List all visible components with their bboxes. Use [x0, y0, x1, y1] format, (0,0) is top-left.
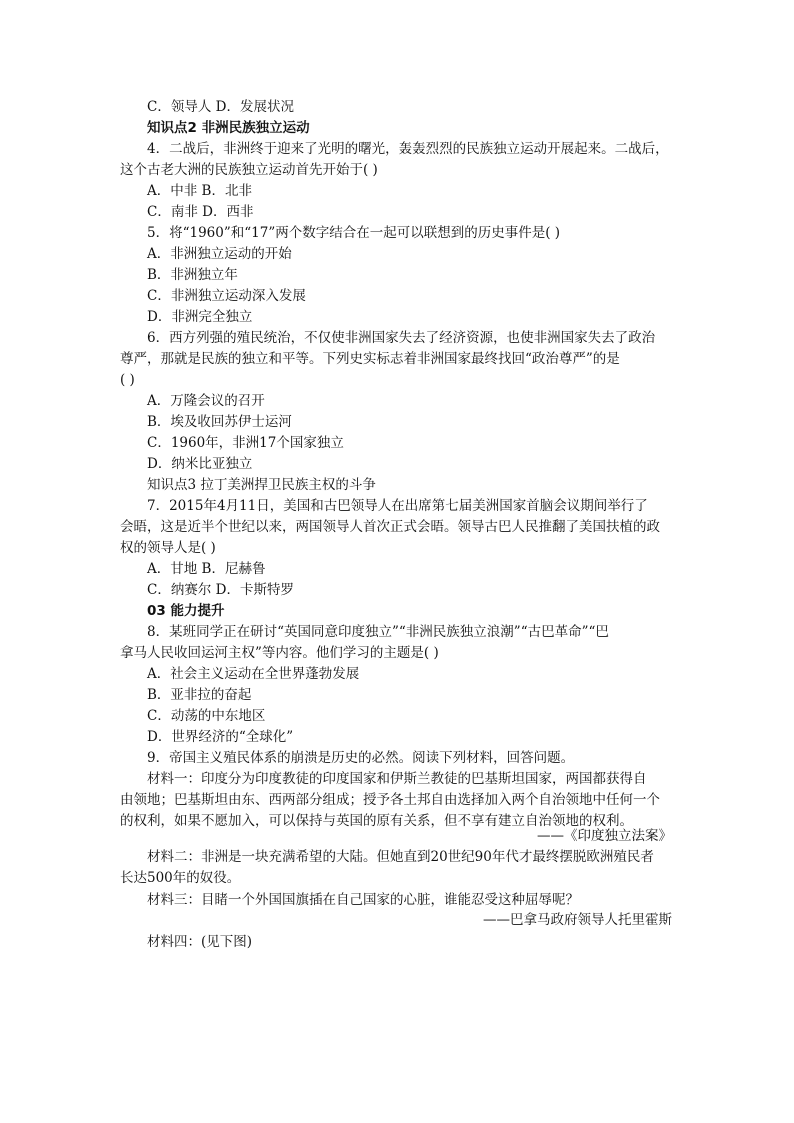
question-text: 9．帝国主义殖民体系的崩溃是历史的必然。阅读下列材料，回答问题。 — [147, 750, 575, 766]
answer-option: B．非洲独立年 — [147, 267, 238, 283]
answer-option: B．埃及收回苏伊士运河 — [147, 414, 292, 430]
question-text: 7．2015年4月11日，美国和古巴领导人在出席第七届美洲国家首脑会议期间举行了 — [147, 498, 648, 514]
material-source: ——《印度独立法案》 — [537, 828, 672, 844]
material-text: 的权利，如果不愿加入，可以保持与英国的原有关系，但不享有建立自治领地的权利。 — [120, 813, 633, 829]
question-text: 5．将“1960”和“17”两个数字结合在一起可以联想到的历史事件是( ) — [147, 225, 561, 241]
text-line: C．领导人 D．发展状况 — [147, 99, 294, 115]
answer-option: D．世界经济的“全球化” — [147, 729, 294, 745]
question-text: 尊严，那就是民族的独立和平等。下列史实标志着非洲国家最终找回“政治尊严”的是 — [120, 351, 620, 367]
question-text: ( ) — [120, 372, 135, 388]
answer-option: A．中非 B．北非 — [147, 183, 252, 199]
answer-option: A．甘地 B．尼赫鲁 — [147, 561, 266, 577]
answer-option: D．非洲完全独立 — [147, 309, 253, 325]
question-text: 会晤，这是近半个世纪以来，两国领导人首次正式会晤。领导古巴人民推翻了美国扶植的政 — [120, 519, 660, 535]
question-text: 6．西方列强的殖民统治，不仅使非洲国家失去了经济资源，也使非洲国家失去了政治 — [147, 330, 656, 346]
section-heading: 知识点3 拉丁美洲捍卫民族主权的斗争 — [147, 477, 376, 493]
answer-option: D．纳米比亚独立 — [147, 456, 253, 472]
answer-option: C．1960年，非洲17个国家独立 — [147, 435, 344, 451]
material-text: 长达500年的奴役。 — [120, 870, 241, 886]
section-heading: 03 能力提升 — [147, 603, 225, 619]
material-text: 材料二：非洲是一块充满希望的大陆。但她直到20世纪90年代才最终摆脱欧洲殖民者 — [147, 849, 654, 865]
answer-option: C．非洲独立运动深入发展 — [147, 288, 306, 304]
answer-option: A．非洲独立运动的开始 — [147, 246, 292, 262]
answer-option: A．万隆会议的召开 — [147, 393, 265, 409]
question-text: 权的领导人是( ) — [120, 540, 216, 556]
material-text: 由领地；巴基斯坦由东、西两部分组成；授予各土邦自由选择加入两个自治领地中任何一个 — [120, 792, 660, 808]
answer-option: C．南非 D．西非 — [147, 204, 254, 220]
answer-option: C．动荡的中东地区 — [147, 708, 266, 724]
question-text: 8．某班同学正在研讨“英国同意印度独立”“非洲民族独立浪潮”“古巴革命”“巴 — [147, 624, 609, 640]
answer-option: B．亚非拉的奋起 — [147, 687, 252, 703]
material-text: 材料一：印度分为印度教徒的印度国家和伊斯兰教徒的巴基斯坦国家，两国都获得自 — [147, 771, 647, 787]
section-heading: 知识点2 非洲民族独立运动 — [147, 120, 310, 136]
material-text: 材料四：(见下图) — [147, 934, 253, 950]
answer-option: C．纳赛尔 D．卡斯特罗 — [147, 582, 294, 598]
question-text: 这个古老大洲的民族独立运动首先开始于( ) — [120, 162, 378, 178]
question-text: 拿马人民收回运河主权”等内容。他们学习的主题是( ) — [120, 645, 439, 661]
material-source: ——巴拿马政府领导人托里霍斯 — [483, 912, 672, 928]
answer-option: A．社会主义运动在全世界蓬勃发展 — [147, 666, 360, 682]
material-text: 材料三：目睹一个外国国旗插在自己国家的心脏，谁能忍受这种屈辱呢？ — [147, 892, 579, 908]
question-text: 4．二战后，非洲终于迎来了光明的曙光，轰轰烈烈的民族独立运动开展起来。二战后， — [147, 141, 669, 157]
